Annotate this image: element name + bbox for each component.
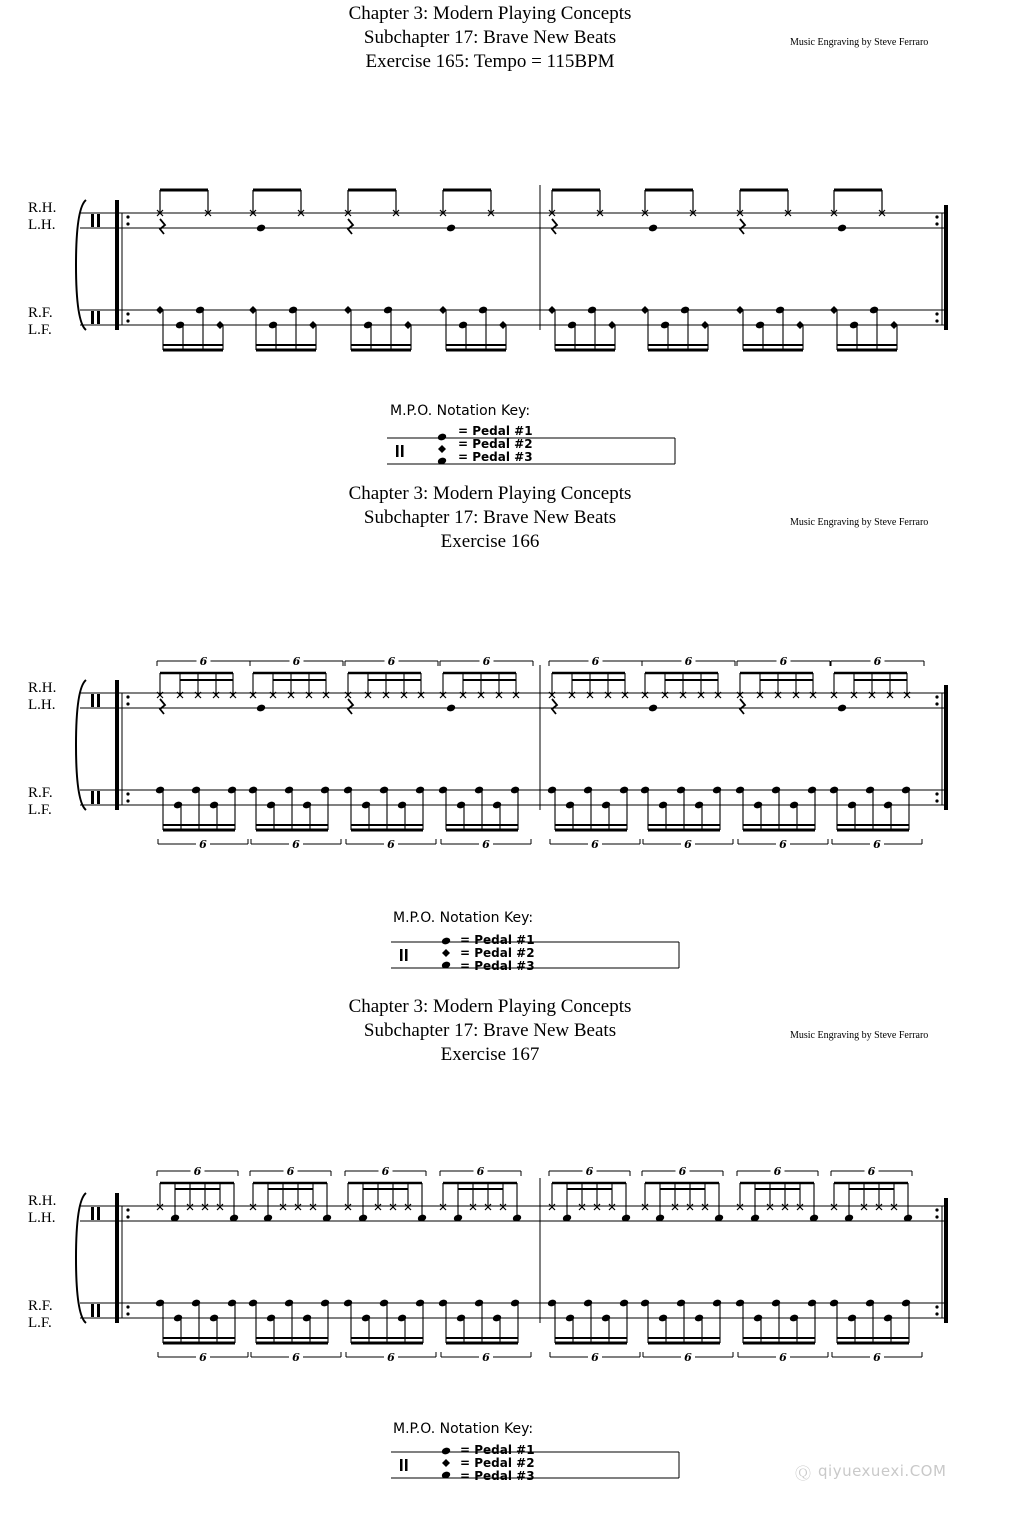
notehead bbox=[694, 801, 704, 810]
key-pedal-2: = Pedal #2 bbox=[460, 1456, 535, 1470]
quarter-rest bbox=[552, 219, 557, 234]
left-foot-label: L.F. bbox=[28, 322, 52, 338]
notehead bbox=[191, 1299, 201, 1308]
site-watermark: qiyuexuexi.COM bbox=[818, 1462, 947, 1480]
quarter-rest bbox=[552, 699, 557, 714]
repeat-dot bbox=[935, 1305, 938, 1308]
notehead bbox=[173, 1314, 183, 1323]
notehead bbox=[680, 306, 690, 315]
notehead bbox=[195, 306, 205, 315]
notehead bbox=[883, 1314, 893, 1323]
notehead bbox=[587, 306, 597, 315]
key-clef bbox=[396, 445, 399, 457]
notehead bbox=[583, 1299, 593, 1308]
tuplet-number: 6 bbox=[873, 655, 882, 668]
repeat-dot bbox=[126, 792, 129, 795]
drum-score bbox=[0, 993, 1010, 1483]
repeat-dot bbox=[126, 702, 129, 705]
tuplet-number: 6 bbox=[199, 1351, 207, 1364]
engraving-credit: Music Engraving by Steve Ferraro bbox=[790, 1030, 929, 1041]
key-clef bbox=[400, 1459, 403, 1471]
percussion-clef bbox=[91, 694, 94, 707]
tuplet-number: 6 bbox=[591, 655, 600, 668]
repeat-dot bbox=[126, 319, 129, 322]
notehead bbox=[438, 786, 448, 795]
tuplet-number: 6 bbox=[779, 655, 788, 668]
exercise-title: Exercise 165: Tempo = 115BPM bbox=[365, 51, 615, 72]
notehead bbox=[619, 1299, 629, 1308]
notehead bbox=[648, 224, 658, 233]
notehead bbox=[865, 1299, 875, 1308]
notehead bbox=[256, 224, 266, 233]
repeat-dot bbox=[935, 215, 938, 218]
notehead bbox=[456, 1314, 466, 1323]
notehead bbox=[660, 321, 670, 330]
quarter-rest bbox=[740, 219, 745, 234]
notehead bbox=[478, 306, 488, 315]
key-clef bbox=[401, 445, 404, 457]
tuplet-number: 6 bbox=[482, 1351, 490, 1364]
notehead bbox=[492, 1314, 502, 1323]
engraving-credit: Music Engraving by Steve Ferraro bbox=[790, 517, 929, 528]
notehead bbox=[565, 801, 575, 810]
notehead bbox=[547, 786, 557, 795]
repeat-dot bbox=[935, 312, 938, 315]
notehead bbox=[849, 321, 859, 330]
notehead bbox=[397, 801, 407, 810]
notehead bbox=[227, 1299, 237, 1308]
tuplet-number: 6 bbox=[684, 1351, 692, 1364]
pedal-2-notehead bbox=[442, 949, 450, 957]
pedal-2-notehead bbox=[438, 445, 446, 453]
notehead bbox=[266, 801, 276, 810]
tuplet-number: 6 bbox=[292, 655, 301, 668]
left-hand-label: L.H. bbox=[28, 217, 56, 233]
notehead bbox=[415, 1299, 425, 1308]
tuplet-number: 6 bbox=[381, 1165, 390, 1178]
right-foot-label: R.F. bbox=[28, 305, 53, 321]
tuplet-number: 6 bbox=[292, 1351, 300, 1364]
notehead bbox=[379, 1299, 389, 1308]
notehead bbox=[847, 1314, 857, 1323]
tuplet-number: 6 bbox=[585, 1165, 594, 1178]
subchapter-title: Subchapter 17: Brave New Beats bbox=[363, 27, 617, 48]
repeat-dot bbox=[126, 312, 129, 315]
notehead bbox=[753, 801, 763, 810]
notehead bbox=[248, 786, 258, 795]
notehead bbox=[565, 1314, 575, 1323]
tuplet-number: 6 bbox=[286, 1165, 295, 1178]
quarter-rest bbox=[348, 219, 353, 234]
tuplet-number: 6 bbox=[873, 838, 881, 851]
notehead bbox=[343, 1299, 353, 1308]
tuplet-number: 6 bbox=[779, 1351, 787, 1364]
notation-key-title: M.P.O. Notation Key: bbox=[390, 403, 531, 419]
repeat-dot bbox=[935, 695, 938, 698]
percussion-clef bbox=[91, 791, 94, 804]
percussion-clef bbox=[91, 1207, 94, 1220]
notehead bbox=[807, 1299, 817, 1308]
notehead bbox=[209, 801, 219, 810]
notehead bbox=[771, 786, 781, 795]
right-foot-label: R.F. bbox=[28, 785, 53, 801]
quarter-rest bbox=[160, 219, 165, 234]
percussion-clef bbox=[97, 791, 100, 804]
right-hand-label: R.H. bbox=[28, 1193, 57, 1209]
notehead bbox=[648, 704, 658, 713]
tuplet-number: 6 bbox=[387, 655, 396, 668]
notehead bbox=[288, 306, 298, 315]
notehead bbox=[712, 786, 722, 795]
repeat-dot bbox=[935, 792, 938, 795]
drum-score bbox=[0, 480, 1010, 970]
notehead bbox=[567, 321, 577, 330]
percussion-clef bbox=[97, 311, 100, 324]
key-pedal-2: = Pedal #2 bbox=[458, 437, 533, 451]
notehead bbox=[191, 786, 201, 795]
notehead bbox=[456, 801, 466, 810]
notehead bbox=[458, 321, 468, 330]
notation-key-title: M.P.O. Notation Key: bbox=[393, 910, 534, 926]
exercise-title: Exercise 167 bbox=[440, 1044, 540, 1065]
notehead bbox=[415, 786, 425, 795]
notehead bbox=[510, 1299, 520, 1308]
right-foot-label: R.F. bbox=[28, 1298, 53, 1314]
notehead bbox=[510, 786, 520, 795]
key-clef bbox=[405, 1459, 408, 1471]
tuplet-number: 6 bbox=[482, 655, 491, 668]
key-clef bbox=[405, 949, 408, 961]
notehead bbox=[441, 1447, 451, 1456]
repeat-dot bbox=[935, 319, 938, 322]
notehead bbox=[601, 1314, 611, 1323]
key-pedal-1: = Pedal #1 bbox=[460, 1443, 535, 1457]
repeat-dot bbox=[126, 799, 129, 802]
notehead bbox=[284, 1299, 294, 1308]
engraving-credit: Music Engraving by Steve Ferraro bbox=[790, 37, 929, 48]
key-pedal-3: = Pedal #3 bbox=[460, 1469, 535, 1483]
notehead bbox=[753, 1314, 763, 1323]
notehead bbox=[320, 1299, 330, 1308]
notehead bbox=[735, 786, 745, 795]
percussion-clef bbox=[91, 1304, 94, 1317]
notehead bbox=[266, 1314, 276, 1323]
right-hand-label: R.H. bbox=[28, 200, 57, 216]
repeat-dot bbox=[126, 1215, 129, 1218]
notehead bbox=[446, 704, 456, 713]
quarter-rest bbox=[348, 699, 353, 714]
notehead bbox=[658, 801, 668, 810]
notehead bbox=[284, 786, 294, 795]
left-hand-label: L.H. bbox=[28, 1210, 56, 1226]
tuplet-number: 6 bbox=[684, 655, 693, 668]
tuplet-number: 6 bbox=[779, 838, 787, 851]
chapter-title: Chapter 3: Modern Playing Concepts bbox=[348, 3, 632, 24]
repeat-dot bbox=[126, 695, 129, 698]
notehead bbox=[755, 321, 765, 330]
tuplet-number: 6 bbox=[773, 1165, 782, 1178]
notehead bbox=[789, 1314, 799, 1323]
notehead bbox=[474, 786, 484, 795]
notehead bbox=[248, 1299, 258, 1308]
subchapter-title: Subchapter 17: Brave New Beats bbox=[363, 1020, 617, 1041]
tuplet-number: 6 bbox=[199, 838, 207, 851]
tuplet-number: 6 bbox=[684, 838, 692, 851]
tuplet-number: 6 bbox=[387, 838, 395, 851]
notehead bbox=[268, 321, 278, 330]
tuplet-number: 6 bbox=[193, 1165, 202, 1178]
notehead bbox=[601, 801, 611, 810]
exercise-167 bbox=[0, 993, 1010, 1483]
notehead bbox=[640, 786, 650, 795]
percussion-clef bbox=[91, 311, 94, 324]
notehead bbox=[694, 1314, 704, 1323]
notehead bbox=[829, 786, 839, 795]
notation-key-title: M.P.O. Notation Key: bbox=[393, 1421, 534, 1437]
key-pedal-3: = Pedal #3 bbox=[458, 450, 533, 464]
notehead bbox=[302, 1314, 312, 1323]
exercise-166 bbox=[0, 480, 1010, 973]
notehead bbox=[379, 786, 389, 795]
percussion-clef bbox=[91, 214, 94, 227]
chapter-title: Chapter 3: Modern Playing Concepts bbox=[348, 483, 632, 504]
key-pedal-1: = Pedal #1 bbox=[460, 933, 535, 947]
notehead bbox=[155, 1299, 165, 1308]
notehead bbox=[883, 801, 893, 810]
left-foot-label: L.F. bbox=[28, 802, 52, 818]
notehead bbox=[735, 1299, 745, 1308]
repeat-dot bbox=[126, 215, 129, 218]
key-clef bbox=[400, 949, 403, 961]
key-pedal-1: = Pedal #1 bbox=[458, 424, 533, 438]
notehead bbox=[361, 801, 371, 810]
exercise-title: Exercise 166 bbox=[440, 531, 540, 552]
tuplet-number: 6 bbox=[591, 1351, 599, 1364]
left-foot-label: L.F. bbox=[28, 1315, 52, 1331]
notehead bbox=[619, 786, 629, 795]
notehead bbox=[361, 1314, 371, 1323]
notehead bbox=[865, 786, 875, 795]
notehead bbox=[869, 306, 879, 315]
notehead bbox=[901, 1299, 911, 1308]
repeat-dot bbox=[935, 799, 938, 802]
notehead bbox=[209, 1314, 219, 1323]
subchapter-title: Subchapter 17: Brave New Beats bbox=[363, 507, 617, 528]
repeat-dot bbox=[126, 1305, 129, 1308]
notehead bbox=[837, 704, 847, 713]
notehead bbox=[847, 801, 857, 810]
tuplet-number: 6 bbox=[292, 838, 300, 851]
key-pedal-2: = Pedal #2 bbox=[460, 946, 535, 960]
tuplet-number: 6 bbox=[591, 838, 599, 851]
tuplet-number: 6 bbox=[867, 1165, 876, 1178]
notehead bbox=[256, 704, 266, 713]
tuplet-number: 6 bbox=[678, 1165, 687, 1178]
repeat-dot bbox=[126, 1312, 129, 1315]
notehead bbox=[446, 224, 456, 233]
notehead bbox=[658, 1314, 668, 1323]
notehead bbox=[492, 801, 502, 810]
notehead bbox=[383, 306, 393, 315]
notehead bbox=[343, 786, 353, 795]
notehead bbox=[438, 1299, 448, 1308]
pedal-2-notehead bbox=[442, 1459, 450, 1467]
notehead bbox=[771, 1299, 781, 1308]
notehead bbox=[583, 786, 593, 795]
notehead bbox=[173, 801, 183, 810]
left-hand-label: L.H. bbox=[28, 697, 56, 713]
quarter-rest bbox=[160, 699, 165, 714]
notehead bbox=[397, 1314, 407, 1323]
percussion-clef bbox=[97, 694, 100, 707]
notehead bbox=[829, 1299, 839, 1308]
percussion-clef bbox=[97, 1207, 100, 1220]
chapter-title: Chapter 3: Modern Playing Concepts bbox=[348, 996, 632, 1017]
notehead bbox=[474, 1299, 484, 1308]
quarter-rest bbox=[740, 699, 745, 714]
exercise-165 bbox=[0, 0, 1010, 490]
notehead bbox=[676, 1299, 686, 1308]
right-hand-label: R.H. bbox=[28, 680, 57, 696]
tuplet-number: 6 bbox=[199, 655, 208, 668]
repeat-dot bbox=[126, 1208, 129, 1211]
notehead bbox=[676, 786, 686, 795]
notehead bbox=[363, 321, 373, 330]
notehead bbox=[437, 433, 447, 442]
notehead bbox=[789, 801, 799, 810]
repeat-dot bbox=[935, 1312, 938, 1315]
repeat-dot bbox=[935, 1208, 938, 1211]
notehead bbox=[320, 786, 330, 795]
tuplet-number: 6 bbox=[476, 1165, 485, 1178]
notehead bbox=[441, 937, 451, 946]
key-pedal-3: = Pedal #3 bbox=[460, 959, 535, 973]
notehead bbox=[640, 1299, 650, 1308]
notehead bbox=[901, 786, 911, 795]
notehead bbox=[775, 306, 785, 315]
percussion-clef bbox=[97, 1304, 100, 1317]
notehead bbox=[712, 1299, 722, 1308]
repeat-dot bbox=[126, 222, 129, 225]
tuplet-number: 6 bbox=[482, 838, 490, 851]
percussion-clef bbox=[97, 214, 100, 227]
repeat-dot bbox=[935, 222, 938, 225]
repeat-dot bbox=[935, 1215, 938, 1218]
notehead bbox=[302, 801, 312, 810]
notehead bbox=[837, 224, 847, 233]
notehead bbox=[227, 786, 237, 795]
notehead bbox=[547, 1299, 557, 1308]
notehead bbox=[807, 786, 817, 795]
notehead bbox=[175, 321, 185, 330]
q-logo-icon: Ⓠ bbox=[795, 1464, 812, 1483]
tuplet-number: 6 bbox=[387, 1351, 395, 1364]
repeat-dot bbox=[935, 702, 938, 705]
tuplet-number: 6 bbox=[873, 1351, 881, 1364]
notehead bbox=[155, 786, 165, 795]
